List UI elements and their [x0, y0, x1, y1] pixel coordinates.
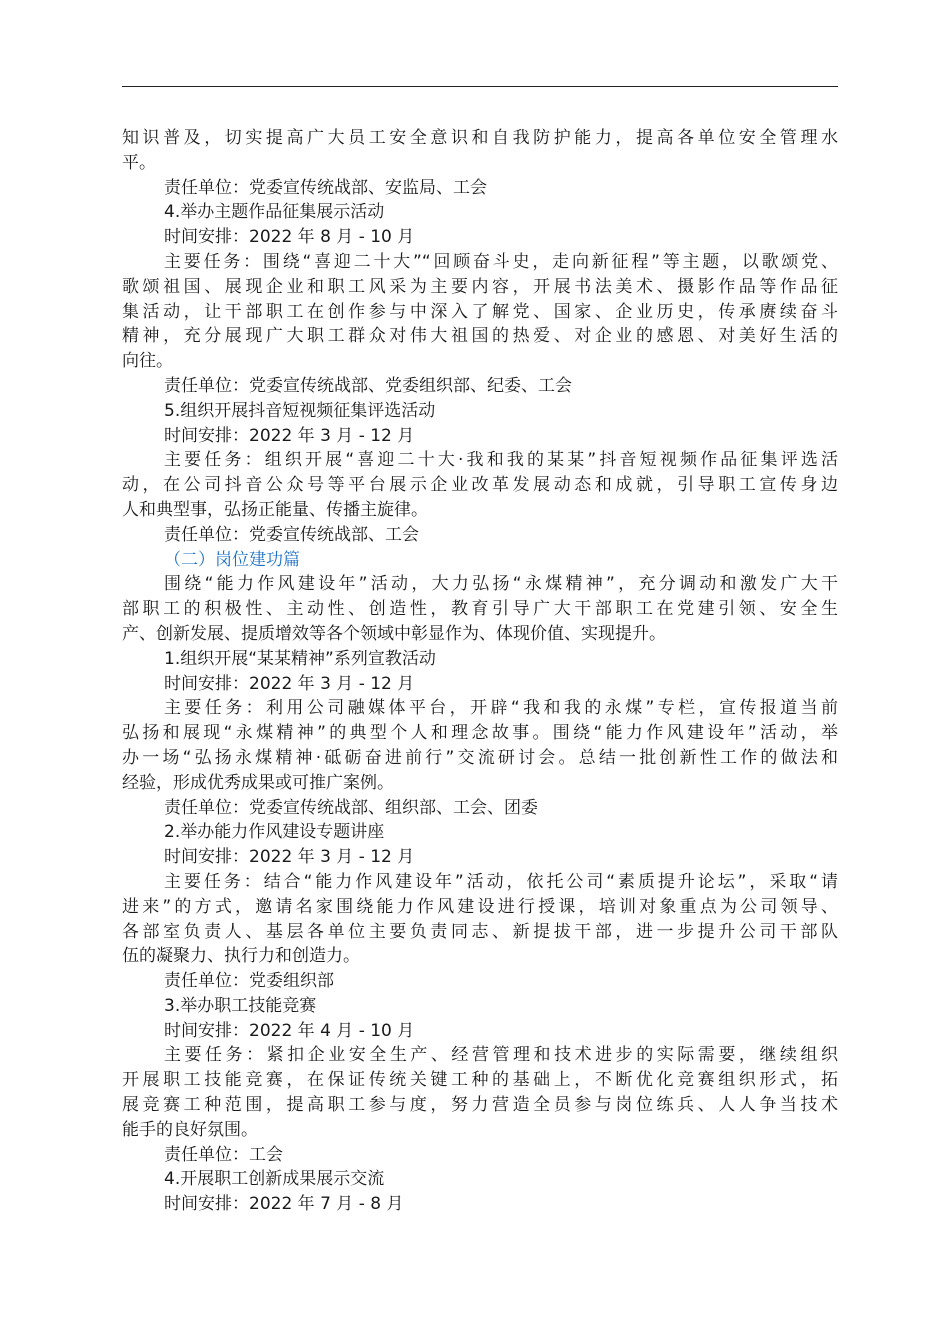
text-line: 人和典型事，弘扬正能量、传播主旋律。 — [122, 499, 428, 520]
text-line: 精神，充分展现广大职工群众对伟大祖国的热爱、对企业的感恩、对美好生活的 — [122, 326, 838, 347]
text-line: 责任单位：党委宣传统战部、安监局、工会 — [164, 177, 487, 198]
text-line: 1.组织开展“某某精神”系列宣教活动 — [164, 648, 436, 669]
text-line: 知识普及，切实提高广大员工安全意识和自我防护能力，提高各单位安全管理水 — [122, 128, 838, 148]
text-line: 办一场“弘扬永煤精神·砥砺奋进前行”交流研讨会。总结一批创新性工作的做法和 — [122, 747, 838, 768]
text-line: 围绕“能力作风建设年”活动，大力弘扬“永煤精神”，充分调动和激发广大干 — [164, 574, 838, 595]
text-line: 动，在公司抖音公众号等平台展示企业改革发展动态和成就，引导职工宣传身边 — [122, 475, 838, 496]
text-line: 主要任务：组织开展“喜迎二十大·我和我的某某”抖音短视频作品征集评选活 — [164, 450, 838, 471]
text-line: 4.开展职工创新成果展示交流 — [164, 1169, 385, 1190]
text-line: 产、创新发展、提质增效等各个领域中彰显作为、体现价值、实现提升。 — [122, 623, 666, 644]
text-line: 责任单位：党委宣传统战部、组织部、工会、团委 — [164, 797, 538, 818]
text-line: 2.举办能力作风建设专题讲座 — [164, 822, 385, 843]
text-line: 责任单位：工会 — [164, 1144, 283, 1165]
text-line: 经验，形成优秀成果或可推广案例。 — [122, 772, 394, 793]
text-line: 展竞赛工种范围，提高职工参与度，努力营造全员参与岗位练兵、人人争当技术 — [122, 1095, 838, 1116]
text-line: 5.组织开展抖音短视频征集评选活动 — [164, 400, 436, 421]
section-heading: （二）岗位建功篇 — [164, 549, 300, 570]
text-line: 平。 — [122, 152, 156, 173]
text-line: 主要任务：紧扣企业安全生产、经营管理和技术进步的实际需要，继续组织 — [164, 1045, 838, 1066]
text-line: 各部室负责人、基层各单位主要负责同志、新提拔干部，进一步提升公司干部队 — [122, 921, 838, 942]
text-line: 4.举办主题作品征集展示活动 — [164, 202, 385, 223]
text-line: 进来”的方式，邀请名家围绕能力作风建设进行授课，培训对象重点为公司领导、 — [122, 896, 838, 917]
text-line: 责任单位：党委组织部 — [164, 971, 334, 992]
text-line: 时间安排：2022 年 8 月 - 10 月 — [164, 227, 415, 248]
text-line: 歌颂祖国、展现企业和职工风采为主要内容，开展书法美术、摄影作品等作品征 — [122, 276, 838, 297]
text-line: 开展职工技能竞赛，在保证传统关键工种的基础上，不断优化竞赛组织形式，拓 — [122, 1070, 838, 1091]
text-line: 责任单位：党委宣传统战部、工会 — [164, 524, 419, 545]
text-line: 集活动，让干部职工在创作参与中深入了解党、国家、企业历史，传承赓续奋斗 — [122, 301, 838, 322]
text-line: 3.举办职工技能竞赛 — [164, 995, 317, 1016]
text-line: 时间安排：2022 年 4 月 - 10 月 — [164, 1020, 415, 1041]
text-line: 时间安排：2022 年 3 月 - 12 月 — [164, 847, 415, 868]
text-line: 向往。 — [122, 351, 173, 372]
text-line: 时间安排：2022 年 3 月 - 12 月 — [164, 425, 415, 446]
text-line: 主要任务：利用公司融媒体平台，开辟“我和我的永煤”专栏，宣传报道当前 — [164, 698, 838, 719]
document-body — [122, 126, 838, 1217]
text-line: 责任单位：党委宣传统战部、党委组织部、纪委、工会 — [164, 375, 572, 396]
text-line: 伍的凝聚力、执行力和创造力。 — [122, 946, 360, 967]
text-line: 主要任务：结合“能力作风建设年”活动，依托公司“素质提升论坛”，采取“请 — [164, 871, 838, 892]
text-line: 时间安排：2022 年 7 月 - 8 月 — [164, 1194, 404, 1215]
text-line: 弘扬和展现“永煤精神”的典型个人和理念故事。围绕“能力作风建设年”活动，举 — [122, 723, 838, 744]
header-rule — [122, 86, 838, 87]
text-line: 部职工的积极性、主动性、创造性，教育引导广大干部职工在党建引领、安全生 — [122, 599, 838, 620]
text-line: 能手的良好氛围。 — [122, 1119, 258, 1140]
text-line: 时间安排：2022 年 3 月 - 12 月 — [164, 673, 415, 694]
text-line: 主要任务：围绕“喜迎二十大”“回顾奋斗史，走向新征程”等主题，以歌颂党、 — [164, 251, 838, 272]
